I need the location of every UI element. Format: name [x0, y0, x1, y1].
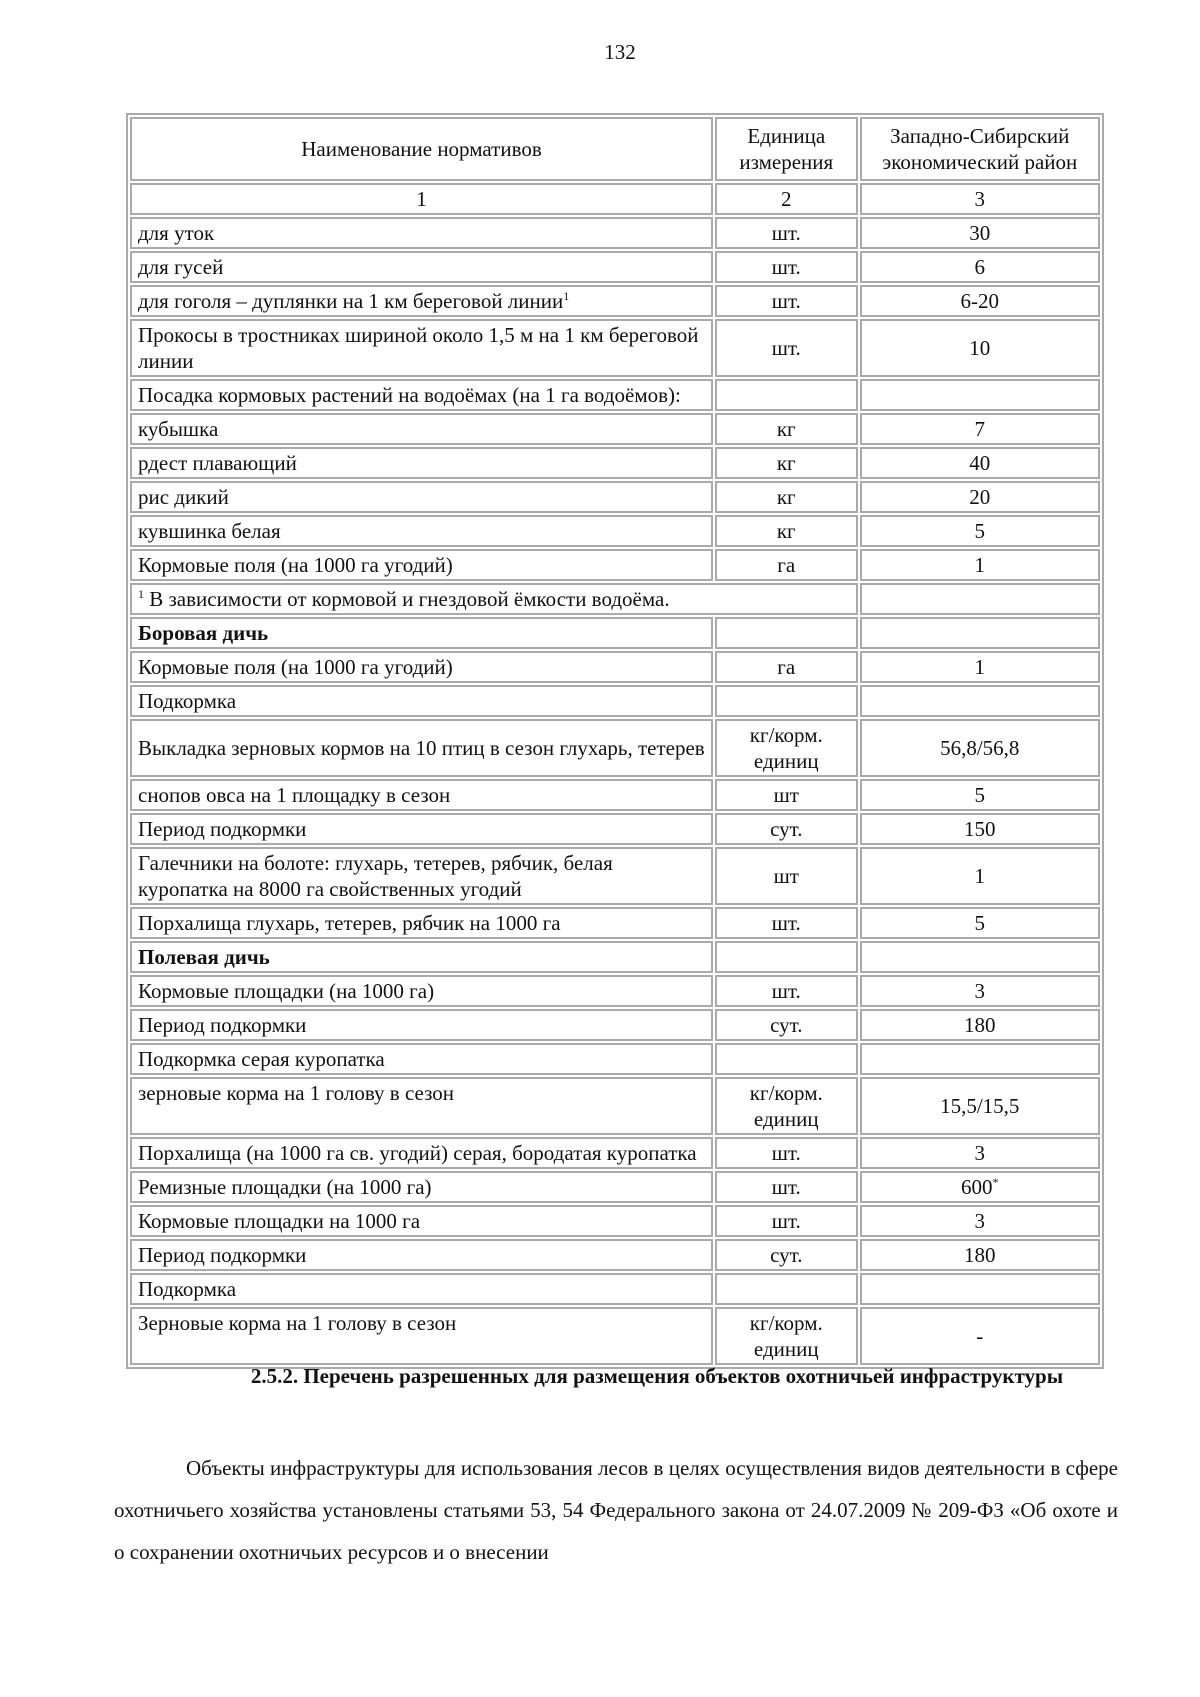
header-unit: Единица измерения [715, 117, 858, 181]
value-cell [860, 251, 1100, 283]
name-cell [130, 847, 713, 905]
value-cell [860, 319, 1100, 377]
value-text: 6-20 [960, 289, 1000, 313]
value-text: 180 [964, 1013, 996, 1037]
name-text: Прокосы в тростниках шириной около 1,5 м на 1 км береговой линии [138, 323, 699, 373]
name-cell [130, 779, 713, 811]
value-cell [860, 1171, 1100, 1203]
value-cell [860, 1205, 1100, 1237]
column-number-row [130, 183, 1100, 215]
value-cell [860, 1239, 1100, 1271]
name-cell [130, 617, 713, 649]
name-cell [130, 1137, 713, 1169]
table-row [130, 217, 1100, 249]
table-row [130, 1009, 1100, 1041]
name-cell [130, 515, 713, 547]
name-cell [130, 1273, 713, 1305]
column-number: 1 [130, 183, 713, 215]
table-row [130, 941, 1100, 973]
value-cell [860, 515, 1100, 547]
value-text: 1 [974, 655, 986, 679]
unit-cell [715, 1273, 858, 1305]
name-text: зерновые корма на 1 голову в сезон [138, 1081, 455, 1105]
name-text: Подкормка серая куропатка [138, 1047, 385, 1071]
name-cell [130, 813, 713, 845]
name-cell [130, 251, 713, 283]
value-text: 5 [974, 911, 986, 935]
value-text: 30 [969, 221, 991, 245]
value-cell [860, 413, 1100, 445]
name-cell [130, 719, 713, 777]
table-row [130, 975, 1100, 1007]
value-cell [860, 549, 1100, 581]
name-cell [130, 1043, 713, 1075]
table-row [130, 1077, 1100, 1135]
name-text: Кормовые поля (на 1000 га угодий) [138, 655, 453, 679]
value-footnote-ref: * [992, 1175, 999, 1189]
table-row [130, 1239, 1100, 1271]
name-text: Галечники на болоте: глухарь, тетерев, рябчик, белая куропатка на 8000 га свойственных угодий [138, 851, 613, 901]
unit-cell [715, 379, 858, 411]
table-row [130, 319, 1100, 377]
unit-cell: кг [715, 447, 858, 479]
value-cell [860, 779, 1100, 811]
value-cell [860, 379, 1100, 411]
name-text: для гусей [138, 255, 224, 279]
name-cell [130, 1077, 713, 1135]
footnote-cell [130, 583, 858, 615]
table-row [130, 847, 1100, 905]
value-text: 180 [964, 1243, 996, 1267]
name-text: снопов овса на 1 площадку в сезон [138, 783, 451, 807]
unit-cell: га [715, 549, 858, 581]
value-text: 5 [974, 519, 986, 543]
unit-cell: шт [715, 779, 858, 811]
name-text: Кормовые площадки на 1000 га [138, 1209, 421, 1233]
value-cell [860, 651, 1100, 683]
name-text: Порхалища (на 1000 га св. угодий) серая, бородатая куропатка [138, 1141, 697, 1165]
value-text: 1 [974, 864, 986, 888]
name-text: Период подкормки [138, 1013, 307, 1037]
unit-cell: сут. [715, 813, 858, 845]
value-text: 6 [974, 255, 986, 279]
value-cell [860, 217, 1100, 249]
unit-cell: шт. [715, 1205, 858, 1237]
value-text: 20 [969, 485, 991, 509]
value-cell [860, 1273, 1100, 1305]
table-row [130, 1137, 1100, 1169]
footnote-text: В зависимости от кормовой и гнездовой ёмкости водоёма. [144, 587, 670, 611]
header-name: Наименование нормативов [130, 117, 713, 181]
name-text: Кормовые поля (на 1000 га угодий) [138, 553, 453, 577]
unit-cell: шт [715, 847, 858, 905]
name-cell [130, 1009, 713, 1041]
unit-cell: кг [715, 481, 858, 513]
unit-cell: га [715, 651, 858, 683]
name-text: для гоголя – дуплянки на 1 км береговой линии [138, 289, 564, 313]
value-cell [860, 481, 1100, 513]
value-cell [860, 1137, 1100, 1169]
name-text: Кормовые площадки (на 1000 га) [138, 979, 435, 1003]
table-row [130, 685, 1100, 717]
table-row [130, 251, 1100, 283]
table-row [130, 1205, 1100, 1237]
value-cell [860, 941, 1100, 973]
value-text: 5 [974, 783, 986, 807]
header-region: Западно-Сибирский экономический район [860, 117, 1100, 181]
name-cell [130, 1239, 713, 1271]
table-row [130, 285, 1100, 317]
column-number: 2 [715, 183, 858, 215]
unit-cell: кг [715, 413, 858, 445]
table-row [130, 651, 1100, 683]
value-text: 3 [974, 1141, 986, 1165]
name-text: Период подкормки [138, 817, 307, 841]
value-cell [860, 719, 1100, 777]
name-cell [130, 907, 713, 939]
body-paragraph: Объекты инфраструктуры для использования лесов в целях осуществления видов деятельности в сфере охотничьего хозяйства установлены статьями 53, 54 Федерального закона от 24.07.2009 № 209-ФЗ «Об охоте и о сохранении охотничьих ресурсов и о внесении [114, 1456, 1118, 1564]
name-cell [130, 549, 713, 581]
name-text: Зерновые корма на 1 голову в сезон [138, 1311, 457, 1335]
footnote-ref: 1 [563, 289, 570, 303]
value-text: 10 [969, 336, 991, 360]
value-text: 600 [961, 1175, 993, 1199]
value-cell [860, 975, 1100, 1007]
name-cell [130, 1171, 713, 1203]
value-cell [860, 813, 1100, 845]
norms-table-body [130, 117, 1100, 1365]
name-text: рис дикий [138, 485, 229, 509]
name-cell [130, 941, 713, 973]
name-text: Боровая дичь [138, 621, 269, 645]
name-cell [130, 285, 713, 317]
name-text: Посадка кормовых растений на водоёмах (на 1 га водоёмов): [138, 383, 681, 407]
name-text: Полевая дичь [138, 945, 270, 969]
unit-cell: шт. [715, 1137, 858, 1169]
unit-cell [715, 685, 858, 717]
name-text: кубышка [138, 417, 219, 441]
name-text: Выкладка зерновых кормов на 10 птиц в сезон глухарь, тетерев [138, 736, 705, 760]
unit-cell [715, 941, 858, 973]
value-text: 3 [974, 1209, 986, 1233]
name-text: Подкормка [138, 1277, 237, 1301]
value-text: 7 [974, 417, 986, 441]
name-text: Ремизные площадки (на 1000 га) [138, 1175, 432, 1199]
value-text: 15,5/15,5 [940, 1094, 1020, 1118]
value-cell [860, 907, 1100, 939]
unit-cell: шт. [715, 975, 858, 1007]
column-number: 3 [860, 183, 1100, 215]
table-footnote-row [130, 583, 1100, 615]
table-row [130, 447, 1100, 479]
unit-cell: кг/корм. единиц [715, 1077, 858, 1135]
name-text: Период подкормки [138, 1243, 307, 1267]
name-cell [130, 447, 713, 479]
name-cell [130, 217, 713, 249]
name-cell [130, 413, 713, 445]
table-row [130, 907, 1100, 939]
name-text: рдест плавающий [138, 451, 297, 475]
name-cell [130, 651, 713, 683]
table-row [130, 719, 1100, 777]
table-row [130, 481, 1100, 513]
unit-cell: шт. [715, 319, 858, 377]
table-row [130, 1171, 1100, 1203]
table-row [130, 779, 1100, 811]
value-cell [860, 1009, 1100, 1041]
unit-cell: кг/корм. единиц [715, 719, 858, 777]
unit-cell: кг [715, 515, 858, 547]
name-cell [130, 379, 713, 411]
unit-cell: шт. [715, 217, 858, 249]
value-cell [860, 617, 1100, 649]
table-row [130, 617, 1100, 649]
name-cell [130, 685, 713, 717]
value-text: 56,8/56,8 [940, 736, 1020, 760]
value-text: 40 [969, 451, 991, 475]
page-number: 132 [604, 40, 636, 64]
unit-cell: шт. [715, 251, 858, 283]
table-row [130, 515, 1100, 547]
unit-cell: сут. [715, 1009, 858, 1041]
value-cell [860, 583, 1100, 615]
value-cell [860, 447, 1100, 479]
table-row [130, 379, 1100, 411]
table-row [130, 1043, 1100, 1075]
name-cell [130, 1205, 713, 1237]
unit-cell: шт. [715, 907, 858, 939]
name-cell [130, 975, 713, 1007]
value-text: 1 [974, 553, 986, 577]
value-text: - [976, 1324, 984, 1348]
value-cell [860, 1043, 1100, 1075]
name-text: кувшинка белая [138, 519, 281, 543]
name-cell [130, 319, 713, 377]
unit-cell: шт. [715, 1171, 858, 1203]
table-row [130, 413, 1100, 445]
unit-cell: шт. [715, 285, 858, 317]
value-cell [860, 285, 1100, 317]
value-text: 150 [964, 817, 996, 841]
unit-cell: кг/корм. единиц [715, 1307, 858, 1365]
footnote-marker: 1 [138, 587, 144, 601]
name-text: Подкормка [138, 689, 237, 713]
table-row [130, 1273, 1100, 1305]
table-header-row [130, 117, 1100, 181]
value-cell [860, 685, 1100, 717]
value-text: 3 [974, 979, 986, 1003]
table-row [130, 813, 1100, 845]
name-text: для уток [138, 221, 215, 245]
unit-cell: сут. [715, 1239, 858, 1271]
value-cell [860, 847, 1100, 905]
name-cell [130, 481, 713, 513]
unit-cell [715, 1043, 858, 1075]
value-cell [860, 1077, 1100, 1135]
norms-table [126, 113, 1104, 1369]
unit-cell [715, 617, 858, 649]
table-row [130, 549, 1100, 581]
section-heading: 2.5.2. Перечень разрешенных для размещения объектов охотничьей инфраструктуры [250, 1364, 1064, 1388]
name-text: Порхалища глухарь, тетерев, рябчик на 1000 га [138, 911, 561, 935]
